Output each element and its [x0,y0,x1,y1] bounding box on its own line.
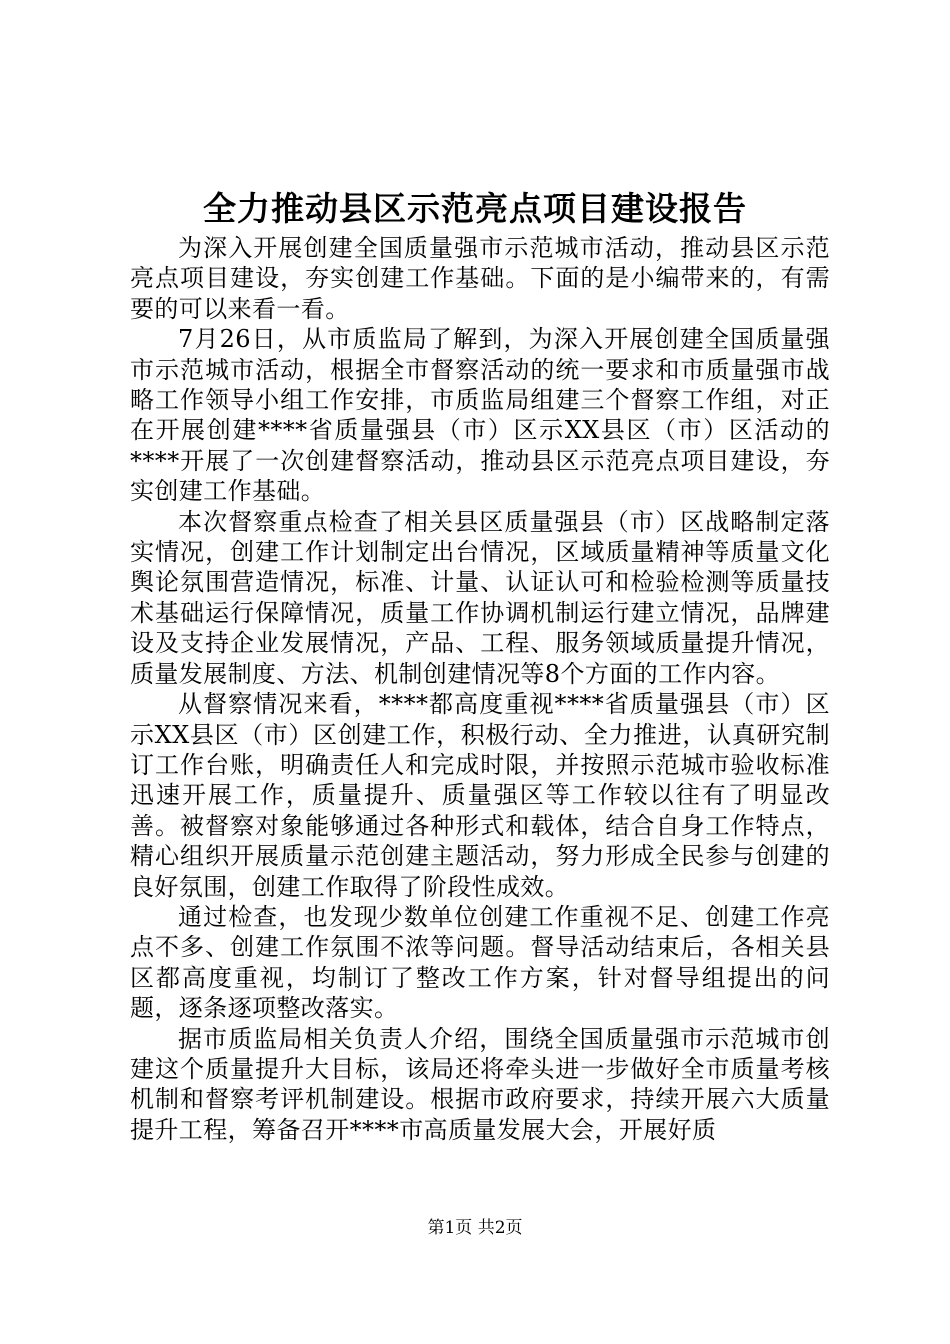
document-title: 全力推动县区示范亮点项目建设报告 [203,189,747,228]
paragraph-6: 据市质监局相关负责人介绍，围绕全国质量强市示范城市创建这个质量提升大目标，该局还将牵头进一步做好全市质量考核机制和督察考评机制建设。根据市政府要求，持续开展六大质量提升工程，筹备召开****市高质量发展大会，开展好质 [130,1024,830,1144]
page-number-footer: 第1页 共2页 [427,1218,523,1238]
paragraph-5: 通过检查，也发现少数单位创建工作重视不足、创建工作亮点不多、创建工作氛围不浓等问题。督导活动结束后，各相关县区都高度重视，均制订了整改工作方案，针对督导组提出的问题，逐条逐项整改落实。 [130,902,830,1023]
paragraph-3: 本次督察重点检查了相关县区质量强县（市）区战略制定落实情况，创建工作计划制定出台情况，区域质量精神等质量文化舆论氛围营造情况，标准、计量、认证认可和检验检测等质量技术基础运行保障情况，质量工作协调机制运行建立情况，品牌建设及支持企业发展情况，产品、工程、服务领域质量提升情况，质量发展制度、方法、机制创建情况等8个方面的工作内容。 [130,507,830,688]
paragraph-1: 为深入开展创建全国质量强市示范城市活动，推动县区示范亮点项目建设，夯实创建工作基础。下面的是小编带来的，有需要的可以来看一看。 [130,234,830,323]
paragraph-2: 7月26日，从市质监局了解到，为深入开展创建全国质量强市示范城市活动，根据全市督察活动的统一要求和市质量强市战略工作领导小组工作安排，市质监局组建三个督察工作组，对正在开展创建****省质量强县（市）区示XX县区（市）区活动的****开展了一次创建督察活动，推动县区示范亮点项目建设，夯实创建工作基础。 [130,325,830,506]
paragraph-4: 从督察情况来看，****都高度重视****省质量强县（市）区示XX县区（市）区创建工作，积极行动、全力推进，认真研究制订工作台账，明确责任人和完成时限，并按照示范城市验收标准迅速开展工作，质量提升、质量强区等工作较以往有了明显改善。被督察对象能够通过各种形式和载体，结合自身工作特点，精心组织开展质量示范创建主题活动，努力形成全民参与创建的良好氛围，创建工作取得了阶段性成效。 [130,690,830,901]
document-body [130,233,830,1145]
